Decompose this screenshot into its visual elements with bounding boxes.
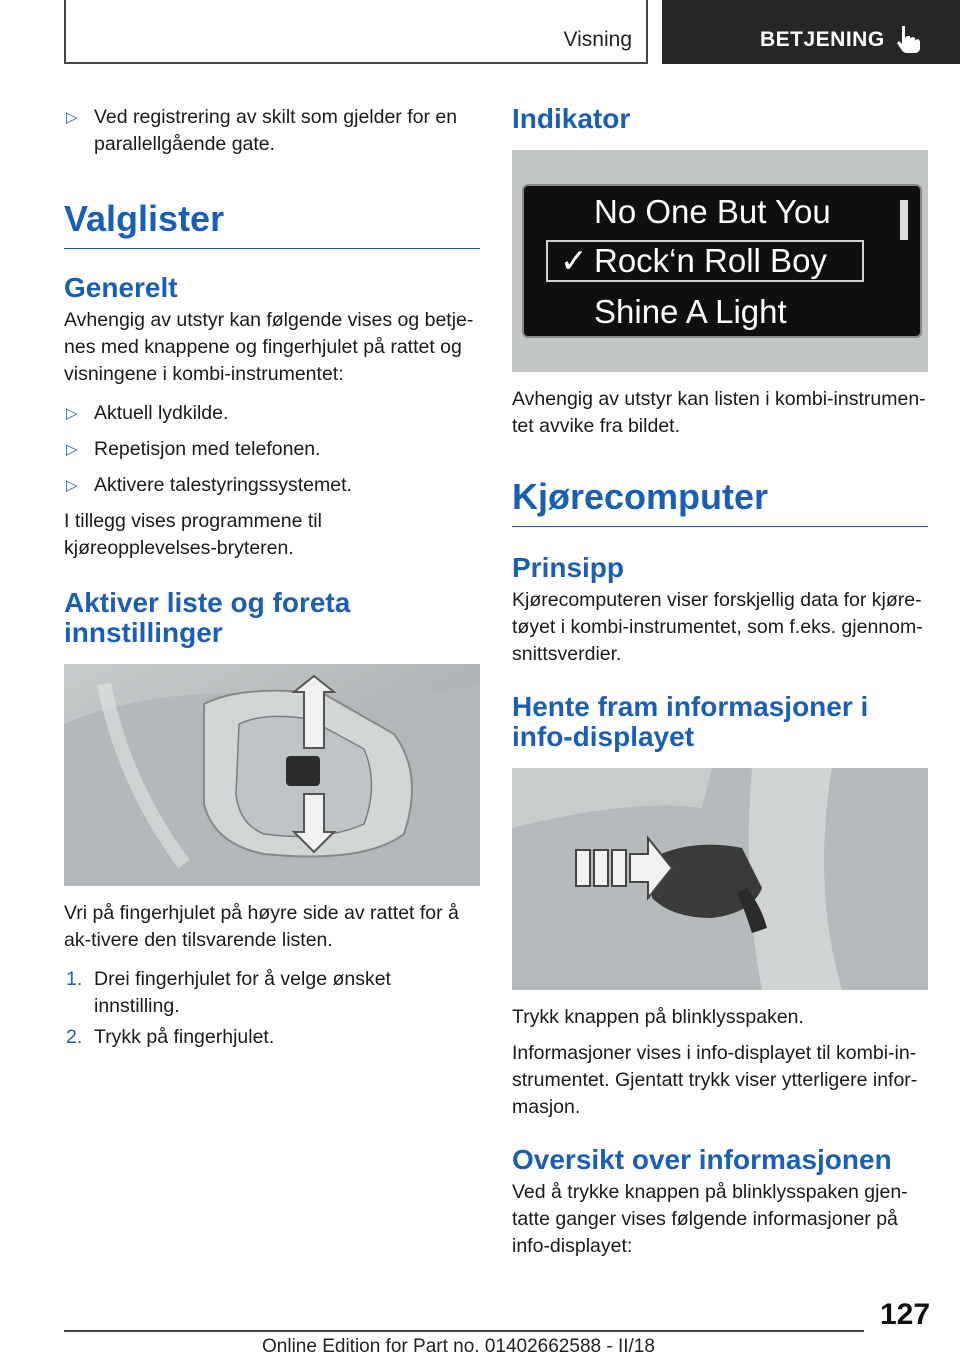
indicator-item-selected bbox=[546, 240, 864, 282]
intro-bullet-text: Ved registrering av skilt som gjelder for en parallellgående gate. bbox=[94, 106, 458, 155]
turn-signal-stalk-image bbox=[512, 768, 928, 990]
list-item-text: Aktuell lydkilde. bbox=[94, 402, 229, 424]
heading-kjorecomputer: Kjørecomputer bbox=[512, 476, 928, 527]
caption-wheel: Vri på fingerhjulet på høyre side av rattet for å ak-tivere den tilsvarende listen. bbox=[64, 902, 459, 951]
header-chapter-label: BETJENING bbox=[760, 28, 885, 51]
list-item bbox=[64, 472, 480, 499]
paragraph-generelt: Avhengig av utstyr kan følgende vises og betje-nes med knappene og fingerhjulet på rattet og visningene i kombi-instrumentet: bbox=[64, 309, 474, 385]
check-icon: ✓ bbox=[560, 242, 588, 279]
bullet-triangle-icon: ▷ bbox=[66, 441, 78, 458]
heading-indikator: Indikator bbox=[512, 103, 631, 134]
step-number: 2. bbox=[66, 1026, 83, 1048]
paragraph-prinsipp: Kjørecomputeren viser forskjellig data for kjøre-tøyet i kombi-instrumentet, som f.eks. gjennom-snittsverdier. bbox=[512, 589, 923, 665]
heading-prinsipp: Prinsipp bbox=[512, 552, 625, 583]
indicator-display-image bbox=[512, 150, 928, 372]
intro-bullet bbox=[64, 104, 480, 158]
heading-generelt: Generelt bbox=[64, 272, 178, 303]
steering-wheel-image bbox=[64, 664, 480, 886]
left-column bbox=[64, 100, 480, 1051]
heading-oversikt: Oversikt over informasjonen bbox=[512, 1144, 892, 1175]
footer-divider bbox=[64, 1330, 864, 1332]
right-column bbox=[512, 100, 928, 1260]
heading-aktiver-liste: Aktiver liste og foreta innstillinger bbox=[64, 587, 351, 648]
indicator-screen bbox=[522, 184, 922, 338]
list-item bbox=[64, 400, 480, 427]
header-section-label: Visning bbox=[563, 28, 632, 51]
heading-valglister: Valglister bbox=[64, 198, 480, 249]
pointing-hand-icon bbox=[894, 24, 922, 54]
caption-trykk: Trykk knappen på blinklysspaken. bbox=[512, 1006, 804, 1028]
step-text: Trykk på fingerhjulet. bbox=[94, 1026, 275, 1048]
list-item bbox=[64, 966, 480, 1020]
paragraph-tillegg: I tillegg vises programmene til kjøreopplevelses-bryteren. bbox=[64, 510, 322, 559]
indicator-scrollbar bbox=[900, 200, 908, 240]
list-item bbox=[64, 436, 480, 463]
bullet-triangle-icon: ▷ bbox=[66, 477, 78, 494]
page-number: 127 bbox=[880, 1298, 931, 1331]
indicator-item: No One But You bbox=[594, 193, 831, 230]
footer-edition: Online Edition for Part no. 01402662588 - II/18 bbox=[262, 1336, 655, 1357]
step-text: Drei fingerhjulet for å velge ønsket innstilling. bbox=[94, 968, 391, 1017]
paragraph-info: Informasjoner vises i info-displayet til kombi-in-strumentet. Gjentatt trykk viser ytterligere infor-masjon. bbox=[512, 1042, 918, 1118]
caption-indikator: Avhengig av utstyr kan listen i kombi-instrumen-tet avvike fra bildet. bbox=[512, 388, 926, 437]
list-item bbox=[64, 1024, 480, 1051]
paragraph-oversikt: Ved å trykke knappen på blinklysspaken gjen-tatte ganger vises følgende informasjoner på info-displayet: bbox=[512, 1181, 908, 1257]
indicator-item-label: Rock‘n Roll Boy bbox=[594, 242, 827, 279]
bullet-triangle-icon: ▷ bbox=[66, 405, 78, 422]
heading-hente-fram: Hente fram informasjoner i info-displayet bbox=[512, 691, 869, 752]
list-item-text: Repetisjon med telefonen. bbox=[94, 438, 321, 460]
header-section-tab bbox=[64, 0, 648, 64]
list-item-text: Aktivere talestyringssystemet. bbox=[94, 474, 352, 496]
bullet-triangle-icon: ▷ bbox=[66, 109, 78, 126]
indicator-item: Shine A Light bbox=[594, 293, 787, 330]
step-number: 1. bbox=[66, 968, 83, 990]
